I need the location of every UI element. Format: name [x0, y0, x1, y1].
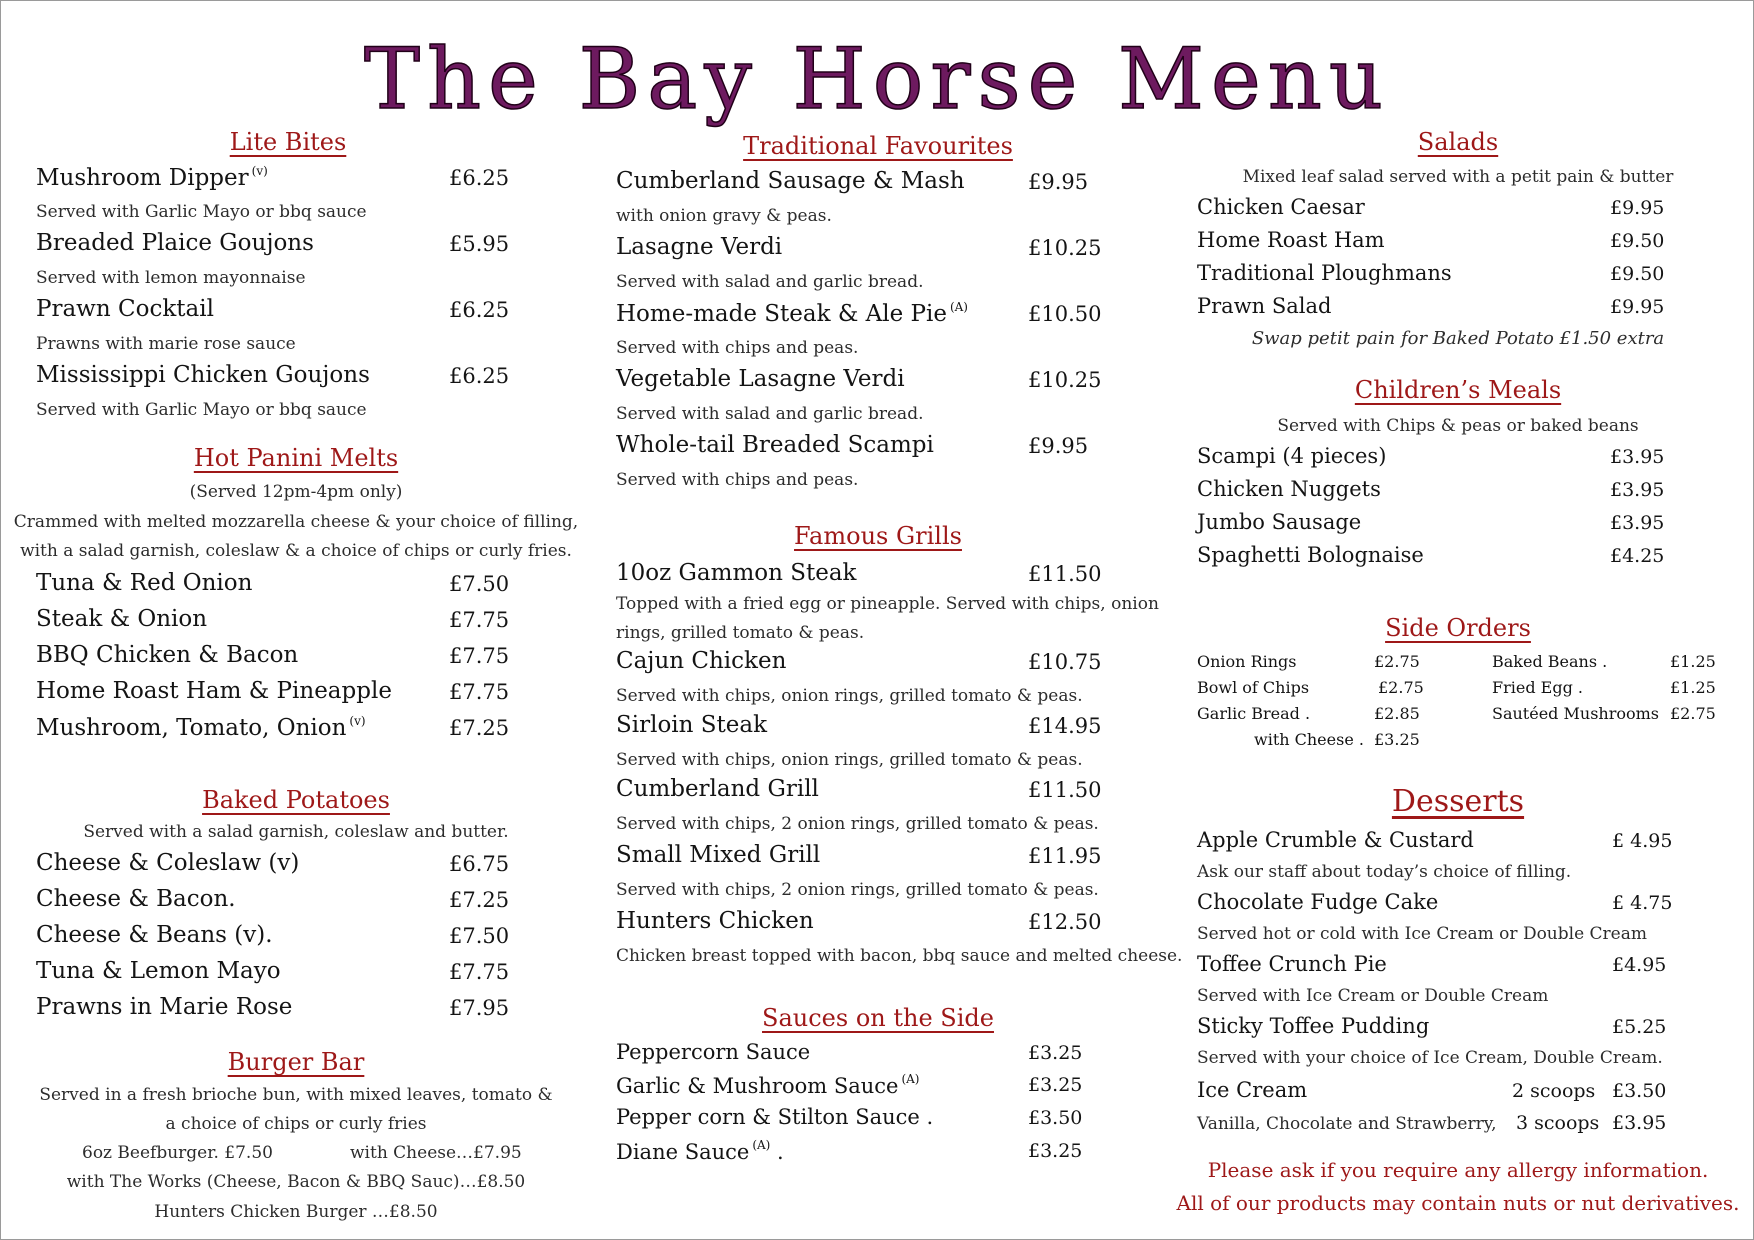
menu-item-price: £4.95: [1612, 954, 1667, 976]
side-orders-heading: Side Orders: [1385, 614, 1531, 642]
menu-item-price: £5.25: [1612, 1016, 1667, 1038]
burger-description: Served in a fresh brioche bun, with mixed leaves, tomato &: [39, 1085, 553, 1105]
menu-item-description: with onion gravy & peas.: [616, 206, 832, 226]
menu-item-name: Ice Cream: [1197, 1078, 1308, 1102]
burger-item: with The Works (Cheese, Bacon & BBQ Sauc)…£8.50: [66, 1172, 526, 1192]
menu-item-price: £10.25: [1028, 368, 1102, 392]
menu-item-name: Steak & Onion: [36, 606, 208, 632]
menu-item-price: £10.25: [1028, 236, 1102, 260]
menu-item-description: Ask our staff about today’s choice of filling.: [1197, 862, 1572, 882]
menu-item-name: Cumberland Sausage & Mash: [616, 168, 965, 194]
menu-item-name: Home Roast Ham: [1197, 228, 1385, 252]
menu-item-name: Cajun Chicken: [616, 648, 787, 674]
nuts-notice: All of our products may contain nuts or nut derivatives.: [1176, 1191, 1740, 1215]
menu-item-description: Served with Ice Cream or Double Cream: [1197, 986, 1549, 1006]
menu-item-description: Served with chips and peas.: [616, 470, 859, 490]
salads-description: Mixed leaf salad served with a petit pain & butter: [1242, 167, 1674, 187]
menu-item-name: Home Roast Ham & Pineapple: [36, 678, 392, 704]
menu-item-price: £9.95: [1610, 197, 1665, 219]
menu-item-price: £9.95: [1028, 170, 1089, 194]
scoop-size: 2 scoops: [1512, 1080, 1596, 1102]
menu-item-name: Garlic & Mushroom Sauce $^{(A)}$: [616, 1072, 920, 1098]
menu-item-description: Served with Garlic Mayo or bbq sauce: [36, 202, 367, 222]
menu-item-name: Prawn Salad: [1197, 294, 1332, 318]
menu-item-description: rings, grilled tomato & peas.: [616, 623, 865, 643]
menu-item-description: Served with Garlic Mayo or bbq sauce: [36, 400, 367, 420]
menu-item-description: Served with lemon mayonnaise: [36, 268, 306, 288]
menu-item-name: Cumberland Grill: [616, 776, 819, 802]
menu-item-name: Chocolate Fudge Cake: [1197, 890, 1439, 914]
menu-item-name: BBQ Chicken & Bacon: [36, 642, 299, 668]
baked-potatoes-description: Served with a salad garnish, coleslaw and butter.: [83, 822, 509, 842]
menu-item-name: Tuna & Red Onion: [36, 570, 253, 596]
menu-item-price: £7.25: [449, 888, 510, 912]
menu-item-price: £ 4.75: [1612, 892, 1673, 914]
menu-item-price: £7.75: [449, 680, 510, 704]
menu-item-name: Cheese & Bacon.: [36, 886, 236, 912]
menu-item-name: Small Mixed Grill: [616, 842, 821, 868]
menu-item-name: Pepper corn & Stilton Sauce .: [616, 1105, 934, 1129]
side-item-name: Fried Egg .: [1492, 678, 1583, 697]
menu-item-name: Tuna & Lemon Mayo: [36, 958, 281, 984]
menu-item-price: £11.50: [1028, 778, 1102, 802]
menu-item-price: £14.95: [1028, 714, 1102, 738]
menu-item-price: £5.95: [449, 232, 510, 256]
side-item-price: £2.75: [1378, 678, 1424, 697]
menu-item-name: 10oz Gammon Steak: [616, 560, 857, 586]
menu-item-price: £3.95: [1610, 512, 1665, 534]
menu-item-price: £9.50: [1610, 230, 1665, 252]
menu-item-name: Whole-tail Breaded Scampi: [616, 432, 934, 458]
panini-description: with a salad garnish, coleslaw & a choice of chips or curly fries.: [20, 541, 572, 561]
burger-item: with Cheese…£7.95: [350, 1143, 522, 1163]
menu-item-name: Lasagne Verdi: [616, 234, 783, 260]
side-item-name: with Cheese .: [1254, 730, 1364, 749]
menu-item-price: £3.25: [1028, 1140, 1083, 1162]
panini-heading: Hot Panini Melts: [193, 444, 399, 472]
menu-item-description: Served with chips and peas.: [616, 338, 859, 358]
menu-item-name: Breaded Plaice Goujons: [36, 230, 314, 256]
menu-item-price: £3.95: [1610, 446, 1665, 468]
menu-item-name: Cheese & Coleslaw (v): [36, 850, 300, 876]
menu-item-description: Chicken breast topped with bacon, bbq sauce and melted cheese.: [616, 946, 1183, 966]
menu-item-name: Prawns in Marie Rose: [36, 994, 293, 1020]
menu-item-name: Vegetable Lasagne Verdi: [616, 366, 905, 392]
menu-item-description: Topped with a fried egg or pineapple. Served with chips, onion: [616, 594, 1159, 614]
menu-item-price: £10.50: [1028, 302, 1102, 326]
baked-potatoes-heading: Baked Potatoes: [202, 786, 390, 814]
menu-item-price: £7.75: [449, 644, 510, 668]
burger-bar-heading: Burger Bar: [227, 1048, 365, 1076]
menu-item-price: £6.25: [449, 298, 510, 322]
menu-item-name: Cheese & Beans (v).: [36, 922, 273, 948]
side-item-price: £3.25: [1374, 730, 1420, 749]
menu-item-name: Spaghetti Bolognaise: [1197, 543, 1424, 567]
scoop-size: 3 scoops: [1516, 1112, 1600, 1134]
side-item-name: Garlic Bread .: [1197, 704, 1311, 723]
menu-item-price: £11.50: [1028, 562, 1102, 586]
menu-item-price: £3.50: [1028, 1107, 1083, 1129]
side-item-price: £2.75: [1670, 704, 1716, 723]
menu-item-price: £3.50: [1612, 1080, 1667, 1102]
menu-item-name: Home-made Steak & Ale Pie $^{(A)}$: [616, 300, 968, 327]
menu-item-name: Apple Crumble & Custard: [1197, 828, 1474, 852]
menu-item-price: £12.50: [1028, 910, 1102, 934]
menu-item-description: Served with your choice of Ice Cream, Double Cream.: [1197, 1048, 1663, 1068]
menu-title: The Bay Horse Menu: [364, 30, 1390, 128]
menu-item-price: £7.50: [449, 572, 510, 596]
side-item-price: £2.85: [1374, 704, 1420, 723]
menu-item-name: Scampi (4 pieces): [1197, 444, 1387, 468]
childrens-description: Served with Chips & peas or baked beans: [1277, 416, 1639, 436]
menu-item-price: £7.25: [449, 716, 510, 740]
menu-item-price: £9.50: [1610, 263, 1665, 285]
menu-item-name: Sticky Toffee Pudding: [1197, 1014, 1430, 1038]
menu-item-description: Served with chips, 2 onion rings, grilled tomato & peas.: [616, 880, 1099, 900]
menu-item-price: £6.25: [449, 166, 510, 190]
burger-item: Hunters Chicken Burger …£8.50: [154, 1202, 438, 1222]
salads-heading: Salads: [1417, 128, 1499, 156]
burger-item: 6oz Beefburger. £7.50: [82, 1143, 273, 1163]
menu-item-price: £9.95: [1028, 434, 1089, 458]
menu-item-price: £7.95: [449, 996, 510, 1020]
menu-item-name: Hunters Chicken: [616, 908, 814, 934]
menu-item-price: £ 4.95: [1612, 830, 1673, 852]
menu-item-description: Prawns with marie rose sauce: [36, 334, 296, 354]
menu-item-price: £3.25: [1028, 1074, 1083, 1096]
menu-item-price: £11.95: [1028, 844, 1102, 868]
menu-item-description: Served with chips, onion rings, grilled tomato & peas.: [616, 750, 1083, 770]
menu-item-name: Prawn Cocktail: [36, 296, 214, 322]
burger-description: a choice of chips or curly fries: [165, 1114, 427, 1134]
allergy-notice: Please ask if you require any allergy information.: [1207, 1158, 1709, 1182]
menu-item-name: Mississippi Chicken Goujons: [36, 362, 370, 388]
lite-bites-heading: Lite Bites: [229, 128, 347, 156]
side-item-price: £1.25: [1670, 678, 1716, 697]
menu-item-price: £6.25: [449, 364, 510, 388]
menu-item-description: Served with chips, 2 onion rings, grilled tomato & peas.: [616, 814, 1099, 834]
menu-item-name: Diane Sauce $^{(A)}$ .: [616, 1138, 784, 1164]
side-item-name: Baked Beans .: [1492, 652, 1608, 671]
panini-description: Crammed with melted mozzarella cheese & your choice of filling,: [13, 512, 579, 532]
traditional-favourites-heading: Traditional Favourites: [743, 132, 1013, 160]
menu-item-price: £6.75: [449, 852, 510, 876]
menu-item-price: £3.25: [1028, 1042, 1083, 1064]
menu-item-description: Served with salad and garlic bread.: [616, 272, 924, 292]
side-item-name: Bowl of Chips: [1197, 678, 1310, 697]
menu-item-name: Sirloin Steak: [616, 712, 768, 738]
menu-item-price: £10.75: [1028, 650, 1102, 674]
menu-item-name: Traditional Ploughmans: [1197, 261, 1452, 285]
menu-item-name: Chicken Caesar: [1197, 195, 1365, 219]
menu-item-name: Mushroom, Tomato, Onion $^{(v)}$: [36, 714, 366, 741]
menu-item-price: £7.50: [449, 924, 510, 948]
menu-item-name: Mushroom Dipper $^{(v)}$: [36, 164, 268, 191]
menu-item-price: £7.75: [449, 608, 510, 632]
menu-item-price: £7.75: [449, 960, 510, 984]
panini-hours-note: (Served 12pm-4pm only): [189, 482, 403, 502]
desserts-heading: Desserts: [1391, 784, 1525, 819]
childrens-meals-heading: Children’s Meals: [1354, 376, 1562, 404]
menu-item-price: £9.95: [1610, 296, 1665, 318]
famous-grills-heading: Famous Grills: [794, 522, 962, 550]
menu-item-description: Served with salad and garlic bread.: [616, 404, 924, 424]
sauces-heading: Sauces on the Side: [762, 1004, 994, 1032]
menu-item-price: £3.95: [1612, 1112, 1667, 1134]
side-item-name: Onion Rings: [1197, 652, 1297, 671]
side-item-price: £1.25: [1670, 652, 1716, 671]
menu-item-price: £3.95: [1610, 479, 1665, 501]
side-item-name: Sautéed Mushrooms: [1492, 704, 1659, 723]
menu-item-name: Toffee Crunch Pie: [1197, 952, 1387, 976]
side-item-price: £2.75: [1374, 652, 1420, 671]
icecream-flavours: Vanilla, Chocolate and Strawberry,: [1197, 1114, 1497, 1134]
menu-item-name: Peppercorn Sauce: [616, 1040, 811, 1064]
salads-note: Swap petit pain for Baked Potato £1.50 extra: [1251, 328, 1665, 349]
menu-item-description: Served with chips, onion rings, grilled tomato & peas.: [616, 686, 1083, 706]
menu-item-price: £4.25: [1610, 545, 1665, 567]
menu-item-name: Chicken Nuggets: [1197, 477, 1381, 501]
menu-item-name: Jumbo Sausage: [1197, 510, 1362, 534]
menu-item-description: Served hot or cold with Ice Cream or Double Cream: [1197, 924, 1647, 944]
